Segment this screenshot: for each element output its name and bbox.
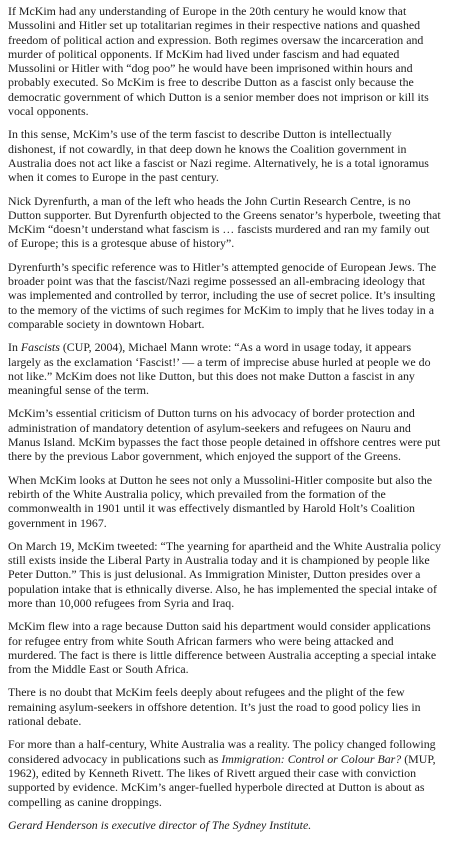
- rivett-text-after: (MUP, 1962), edited by Kenneth Rivett. The likes of Rivett argued their case with conviction supported by evidence. McKim’s anger-fuelled hyperbole directed at Dutton is about as compelling as canine droppings.: [8, 751, 436, 809]
- paragraph-rational-debate: There is no doubt that McKim feels deeply about refugees and the plight of the few remaining asylum-seekers in offshore detention. It’s just the road to good policy lies in rational debate.: [8, 685, 421, 729]
- paragraph-rivett: [8, 737, 442, 808]
- author-byline: Gerard Henderson is executive director of The Sydney Institute.: [8, 817, 312, 832]
- paragraph-south-african-farmers: McKim flew into a rage because Dutton said his department would consider applications for refugee entry from white South African farmers who were being attacked and murdered. The fact is there is little difference between Australia accepting a special intake from the Middle East or South Africa.: [8, 619, 437, 677]
- paragraph-genocide-reference: Dyrenfurth’s specific reference was to Hitler’s attempted genocide of European Jews. The broader point was that the fascist/Nazi regime possessed an all-embracing ideology that was implemented and controlled by terror, including the use of secret police. It’s insulting to the memory of the victims of such regimes for McKim to imply that he lives today in a comparable society in downtown Hobart.: [8, 259, 437, 331]
- paragraph-intellectually-dishonest: In this sense, McKim’s use of the term fascist to describe Dutton is intellectually dishonest, if not cowardly, in that deep down he knows the Coalition government in Australia does not act like a fascist or Nazi regime. Alternatively, he is a total ignoramus when it comes to Europe in the past century.: [8, 127, 429, 185]
- paragraph-white-australia: When McKim looks at Dutton he sees not only a Mussolini-Hitler composite but also the rebirth of the White Australia policy, which prevailed from the formation of the commonwealth in 1901 until it was effectively dismantled by Harold Holt’s Coalition government in 1967.: [8, 472, 433, 530]
- book-title-fascists: Fascists: [20, 340, 60, 355]
- mann-text-after: (CUP, 2004), Michael Mann wrote: “As a word in usage today, it appears largely as the exclamation ‘Fascist!’ — a term of imprecise abuse hurled at people we do not like.” McKim does not like Dutton, but this does not make Dutton a fascist in any meaningful sense of the term.: [8, 340, 431, 398]
- book-title-immigration: Immigration: Control or Colour Bar?: [221, 751, 402, 766]
- paragraph-march-19-tweet: On March 19, McKim tweeted: “The yearning for apartheid and the White Australia policy still exists inside the Liberal Party in Australia today and it is championed by people like Peter Dutton.” This is just delusional. As Immigration Minister, Dutton presides over a population intake that is ethnically diverse. Also, he has implemented the special intake of more than 10,000 refugees from Syria and Iraq.: [8, 538, 441, 610]
- rivett-text-before: For more than a half-century, White Australia was a reality. The policy changed following considered advocacy in publications such as: [8, 737, 436, 766]
- paragraph-michael-mann: [8, 340, 442, 397]
- paragraph-dyrenfurth: Nick Dyrenfurth, a man of the left who heads the John Curtin Research Centre, is no Dutton supporter. But Dyrenfurth objected to the Greens senator’s hyperbole, tweeting that McKim “doesn’t understand what fascism is … fascists murdered and ran my family out of Europe; this is a grotesque abuse of history”.: [8, 193, 441, 251]
- mann-text-before: In: [8, 340, 21, 355]
- paragraph-fascism-europe: If McKim had any understanding of Europe in the 20th century he would know that Mussolini and Hitler set up totalitarian regimes in their respective nations and quashed freedom of political action and expression. Both regimes oversaw the incarceration and murder of political opponents. If McKim had lived under fascism and had equated Mussolini or Hitler with “dog poo” he would have been imprisoned within hours and probably executed. So McKim is free to describe Dutton as a fascist only because the democratic government of which Dutton is a senior member does not imprison or kill its vocal opponents.: [8, 4, 429, 119]
- paragraph-border-protection: McKim’s essential criticism of Dutton turns on his advocacy of border protection and administration of mandatory detention of asylum-seekers and refugees on Nauru and Manus Island. McKim bypasses the fact those people detained in offshore centres were put there by the previous Labor government, which enjoyed the support of the Greens.: [8, 406, 441, 464]
